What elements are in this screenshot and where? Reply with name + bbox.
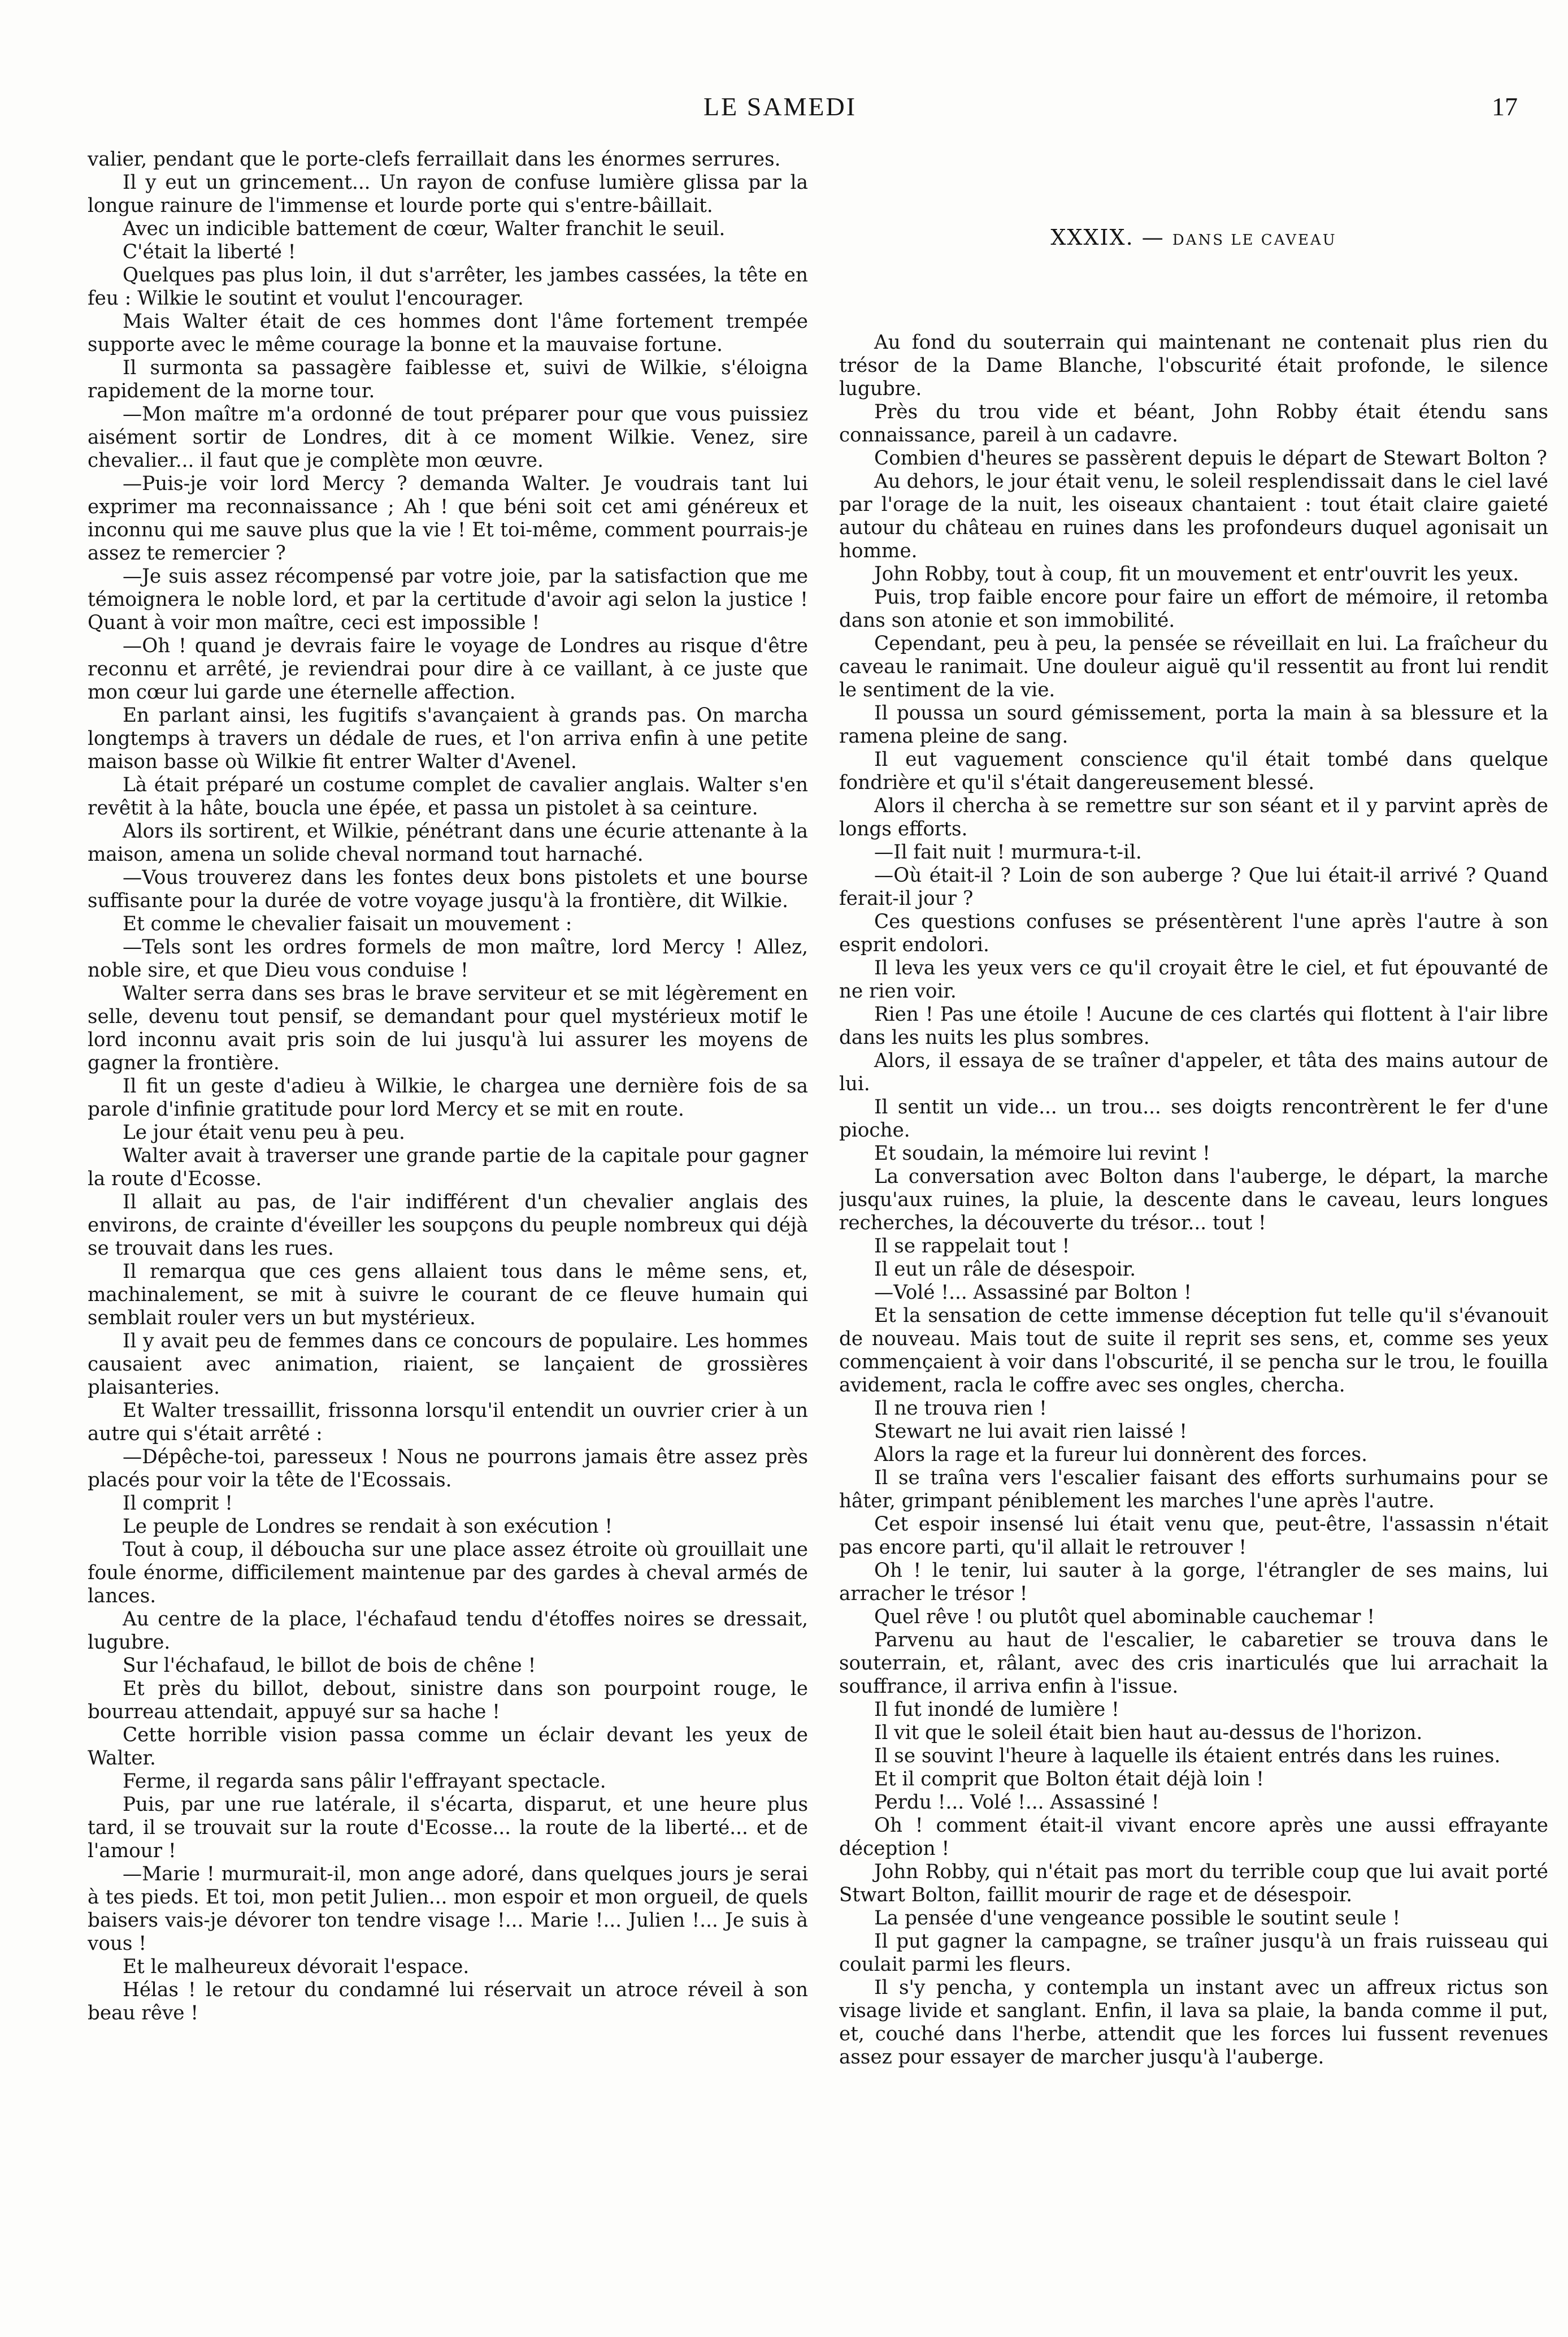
paragraph: —Tels sont les ordres formels de mon maître, lord Mercy ! Allez, noble sire, et que Dieu vous conduise ! — [88, 936, 808, 982]
paragraph: Il eut vaguement conscience qu'il était tombé dans quelque fondrière et qu'il s'était dangereusement blessé. — [839, 748, 1548, 794]
paragraph: —Marie ! murmurait-il, mon ange adoré, dans quelques jours je serai à tes pieds. Et toi, mon petit Julien... mon espoir et mon orgueil, de quels baisers vais-je dévorer ton tendre visage !... Marie !... Julien !... Je suis à vous ! — [88, 1863, 808, 1955]
paragraph: Tout à coup, il déboucha sur une place assez étroite où grouillait une foule énorme, difficilement maintenue par des gardes à cheval armés de lances. — [88, 1538, 808, 1607]
paragraph: Rien ! Pas une étoile ! Aucune de ces clartés qui flottent à l'air libre dans les nuits les plus sombres. — [839, 1003, 1548, 1049]
paragraph: Il y eut un grincement... Un rayon de confuse lumière glissa par la longue rainure de l'immense et lourde porte qui s'entre-bâillait. — [88, 171, 808, 217]
page-number: 17 — [1492, 92, 1518, 121]
paragraph: Stewart ne lui avait rien laissé ! — [874, 1420, 1188, 1443]
paragraph: Il y avait peu de femmes dans ce concours de populaire. Les hommes causaient avec animation, riaient, se lançaient de grossières plaisanteries. — [88, 1330, 808, 1399]
chapter-heading — [839, 226, 1548, 252]
paragraph: John Robby, qui n'était pas mort du terrible coup que lui avait porté Stwart Bolton, faillit mourir de rage et de désespoir. — [839, 1861, 1548, 1906]
paragraph: —Vous trouverez dans les fontes deux bons pistolets et une bourse suffisante pour la durée de votre voyage jusqu'à la frontière, dit Wilkie. — [88, 866, 808, 912]
paragraph: Ferme, il regarda sans pâlir l'effrayant spectacle. — [123, 1770, 606, 1793]
paragraph: —Je suis assez récompensé par votre joie, par la satisfaction que me témoignera le noble lord, et par la certitude d'avoir agi selon la justice ! Quant à voir mon maître, ceci est impossible ! — [88, 565, 808, 634]
paragraph: Oh ! comment était-il vivant encore après une aussi effrayante déception ! — [839, 1814, 1548, 1860]
right-column — [839, 148, 1548, 2330]
paragraph: Le jour était venu peu à peu. — [123, 1121, 405, 1144]
paragraph: Oh ! le tenir, lui sauter à la gorge, l'étrangler de ses mains, lui arracher le trésor ! — [839, 1559, 1548, 1605]
paragraph: Près du trou vide et béant, John Robby était étendu sans connaissance, pareil à un cadavre. — [839, 401, 1548, 446]
paragraph: Mais Walter était de ces hommes dont l'âme fortement trempée supporte avec le même courage la bonne et la mauvaise fortune. — [88, 310, 808, 356]
paragraph: Perdu !... Volé !... Assassiné ! — [874, 1791, 1159, 1814]
paragraph: Cependant, peu à peu, la pensée se réveillait en lui. La fraîcheur du caveau le ranimait. Une douleur aiguë qu'il ressentit au front lui rendit le sentiment de la vie. — [839, 632, 1548, 701]
paragraph: Walter serra dans ses bras le brave serviteur et se mit légèrement en selle, devenu tout pensif, se demandant pour quel mystérieux motif le lord inconnu avait pris soin de lui jusqu'à lui assurer les moyens de gagner la frontière. — [88, 982, 808, 1074]
paragraph: Cet espoir insensé lui était venu que, peut-être, l'assassin n'était pas encore parti, qu'il allait le retrouver ! — [839, 1513, 1548, 1559]
paragraph: Parvenu au haut de l'escalier, le cabaretier se trouva dans le souterrain, et, râlant, avec des cris inarticulés que lui arrachait la souffrance, il arriva enfin à l'issue. — [839, 1629, 1548, 1698]
paragraph: Il leva les yeux vers ce qu'il croyait être le ciel, et fut épouvanté de ne rien voir. — [839, 957, 1548, 1003]
paragraph: Ces questions confuses se présentèrent l'une après l'autre à son esprit endolori. — [839, 910, 1548, 956]
paragraph: Quelques pas plus loin, il dut s'arrêter, les jambes cassées, la tête en feu : Wilkie le soutint et voulut l'encourager. — [88, 264, 808, 310]
paragraph: Il vit que le soleil était bien haut au-dessus de l'horizon. — [874, 1722, 1423, 1744]
paragraph: Il sentit un vide... un trou... ses doigts rencontrèrent le fer d'une pioche. — [839, 1096, 1548, 1142]
paragraph: Alors, il essaya de se traîner d'appeler, et tâta des mains autour de lui. — [839, 1050, 1548, 1095]
paragraph: Il fut inondé de lumière ! — [874, 1698, 1119, 1721]
paragraph: Sur l'échafaud, le billot de bois de chêne ! — [123, 1654, 536, 1677]
paragraph: Et il comprit que Bolton était déjà loin ! — [874, 1768, 1264, 1790]
paragraph: La pensée d'une vengeance possible le soutint seule ! — [874, 1907, 1401, 1930]
paragraph: Le peuple de Londres se rendait à son exécution ! — [123, 1515, 613, 1538]
paragraph: La conversation avec Bolton dans l'auberge, le départ, la marche jusqu'aux ruines, la pluie, la descente dans le caveau, leurs longues recherches, la découverte du trésor... tout ! — [839, 1165, 1548, 1234]
paragraph: John Robby, tout à coup, fit un mouvement et entr'ouvrit les yeux. — [874, 563, 1519, 586]
paragraph: Et près du billot, debout, sinistre dans son pourpoint rouge, le bourreau attendait, appuyé sur sa hache ! — [88, 1677, 808, 1723]
paragraph: —Volé !... Assassiné par Bolton ! — [874, 1281, 1192, 1304]
paragraph: En parlant ainsi, les fugitifs s'avançaient à grands pas. On marcha longtemps à travers un dédale de rues, et l'on arriva enfin à une petite maison basse où Wilkie fit entrer Walter d'Avenel. — [88, 704, 808, 773]
paragraph: Et soudain, la mémoire lui revint ! — [874, 1142, 1210, 1165]
paragraph: Il put gagner la campagne, se traîner jusqu'à un frais ruisseau qui coulait parmi les fleurs. — [839, 1930, 1548, 1976]
paragraph: C'était la liberté ! — [123, 241, 296, 263]
paragraph: Il remarqua que ces gens allaient tous dans le même sens, et, machinalement, se mit à suivre le courant de ce fleuve humain qui semblait rouler vers un but mystérieux. — [88, 1260, 808, 1329]
paragraph: Quel rêve ! ou plutôt quel abominable cauchemar ! — [874, 1606, 1375, 1628]
paragraph: Au fond du souterrain qui maintenant ne contenait plus rien du trésor de la Dame Blanche, l'obscurité était profonde, le silence lugubre. — [839, 331, 1548, 400]
paragraph: Au dehors, le jour était venu, le soleil resplendissait dans le ciel lavé par l'orage de la nuit, les oiseaux chantaient : tout était claire gaieté autour du château en ruines dans les profondeurs duquel agonisait un homme. — [839, 470, 1548, 562]
paragraph: Il se souvint l'heure à laquelle ils étaient entrés dans les ruines. — [874, 1745, 1501, 1767]
left-column — [88, 148, 808, 2330]
paragraph: Il comprit ! — [123, 1492, 233, 1515]
paragraph: Et la sensation de cette immense déception fut telle qu'il s'évanouit de nouveau. Mais tout de suite il reprit ses sens, et, comme ses yeux commençaient à voir dans l'obscurité, il se pencha sur le trou, le fouilla avidement, racla le coffre avec ses ongles, chercha. — [839, 1304, 1548, 1397]
paragraph: Puis, par une rue latérale, il s'écarta, disparut, et une heure plus tard, il se trouvait sur la route d'Ecosse... la route de la liberté... et de l'amour ! — [88, 1793, 808, 1862]
paragraph: —Puis-je voir lord Mercy ? demanda Walter. Je voudrais tant lui exprimer ma reconnaissance ; Ah ! que béni soit cet ami généreux et inconnu qui me sauve plus que la vie ! Et toi-même, comment pourrais-je assez te remercier ? — [88, 472, 808, 565]
paragraph: —Oh ! quand je devrais faire le voyage de Londres au risque d'être reconnu et arrêté, je reviendrai pour dire à ce vaillant, à ce juste que mon cœur lui garde une éternelle affection. — [88, 635, 808, 704]
paragraph: Alors il chercha à se remettre sur son séant et il y parvint après de longs efforts. — [839, 795, 1548, 840]
paragraph: Combien d'heures se passèrent depuis le départ de Stewart Bolton ? — [874, 447, 1547, 470]
paragraph: —Mon maître m'a ordonné de tout préparer pour que vous puissiez aisément sortir de Londres, dit à ce moment Wilkie. Venez, sire chevalier... il faut que je complète mon œuvre. — [88, 403, 808, 472]
paragraph: Et Walter tressaillit, frissonna lorsqu'il entendit un ouvrier crier à un autre qui s'était arrêté : — [88, 1399, 808, 1445]
paragraph: Il s'y pencha, y contempla un instant avec un affreux rictus son visage livide et sanglant. Enfin, il lava sa plaie, la banda comme il put, et, couché dans l'herbe, attendit que les forces lui fussent revenues assez pour essayer de marcher jusqu'à l'auberge. — [839, 1976, 1548, 2069]
page-header — [0, 92, 1568, 131]
paragraph: Au centre de la place, l'échafaud tendu d'étoffes noires se dressait, lugubre. — [88, 1608, 808, 1654]
paragraph: Et le malheureux dévorait l'espace. — [123, 1956, 470, 1978]
paragraph: Il fit un geste d'adieu à Wilkie, le chargea une dernière fois de sa parole d'infinie gratitude pour lord Mercy et se mit en route. — [88, 1075, 808, 1121]
paragraph: Walter avait à traverser une grande partie de la capitale pour gagner la route d'Ecosse. — [88, 1144, 808, 1190]
paragraph: Il se rappelait tout ! — [874, 1235, 1070, 1258]
paragraph: Et comme le chevalier faisait un mouvement : — [123, 913, 572, 935]
chapter-title: DANS LE CAVEAU — [1172, 232, 1337, 249]
paragraph: Il poussa un sourd gémissement, porta la main à sa blessure et la ramena pleine de sang. — [839, 702, 1548, 748]
paragraph: Puis, trop faible encore pour faire un effort de mémoire, il retomba dans son atonie et son immobilité. — [839, 586, 1548, 632]
paragraph: Alors ils sortirent, et Wilkie, pénétrant dans une écurie attenante à la maison, amena un solide cheval normand tout harnaché. — [88, 820, 808, 866]
paragraph: Il se traîna vers l'escalier faisant des efforts surhumains pour se hâter, grimpant péniblement les marches l'une après l'autre. — [839, 1467, 1548, 1512]
paragraph: Il surmonta sa passagère faiblesse et, suivi de Wilkie, s'éloigna rapidement de la morne tour. — [88, 357, 808, 402]
paragraph: Cette horrible vision passa comme un éclair devant les yeux de Walter. — [88, 1724, 808, 1770]
paragraph: Hélas ! le retour du condamné lui réservait un atroce réveil à son beau rêve ! — [88, 1979, 808, 2024]
paragraph: valier, pendant que le porte-clefs ferraillait dans les énormes serrures. — [88, 148, 781, 171]
paragraph: Avec un indicible battement de cœur, Walter franchit le seuil. — [123, 218, 726, 240]
paragraph: Alors la rage et la fureur lui donnèrent des forces. — [874, 1443, 1367, 1466]
paragraph: Il eut un râle de désespoir. — [874, 1258, 1136, 1281]
paragraph: Il allait au pas, de l'air indifférent d'un chevalier anglais des environs, de crainte d'éveiller les soupçons du peuple nombreux qui déjà se trouvait dans les rues. — [88, 1191, 808, 1260]
paragraph: Il ne trouva rien ! — [874, 1397, 1047, 1420]
paragraph: —Où était-il ? Loin de son auberge ? Que lui était-il arrivé ? Quand ferait-il jour ? — [839, 864, 1548, 910]
paragraph: Là était préparé un costume complet de cavalier anglais. Walter s'en revêtit à la hâte, boucla une épée, et passa un pistolet à sa ceinture. — [88, 774, 808, 820]
chapter-number: XXXIX. — — [1050, 225, 1165, 250]
running-title: LE SAMEDI — [703, 92, 857, 121]
paragraph: —Dépêche-toi, paresseux ! Nous ne pourrons jamais être assez près placés pour voir la tête de l'Ecossais. — [88, 1446, 808, 1491]
paragraph: —Il fait nuit ! murmura-t-il. — [874, 841, 1142, 864]
